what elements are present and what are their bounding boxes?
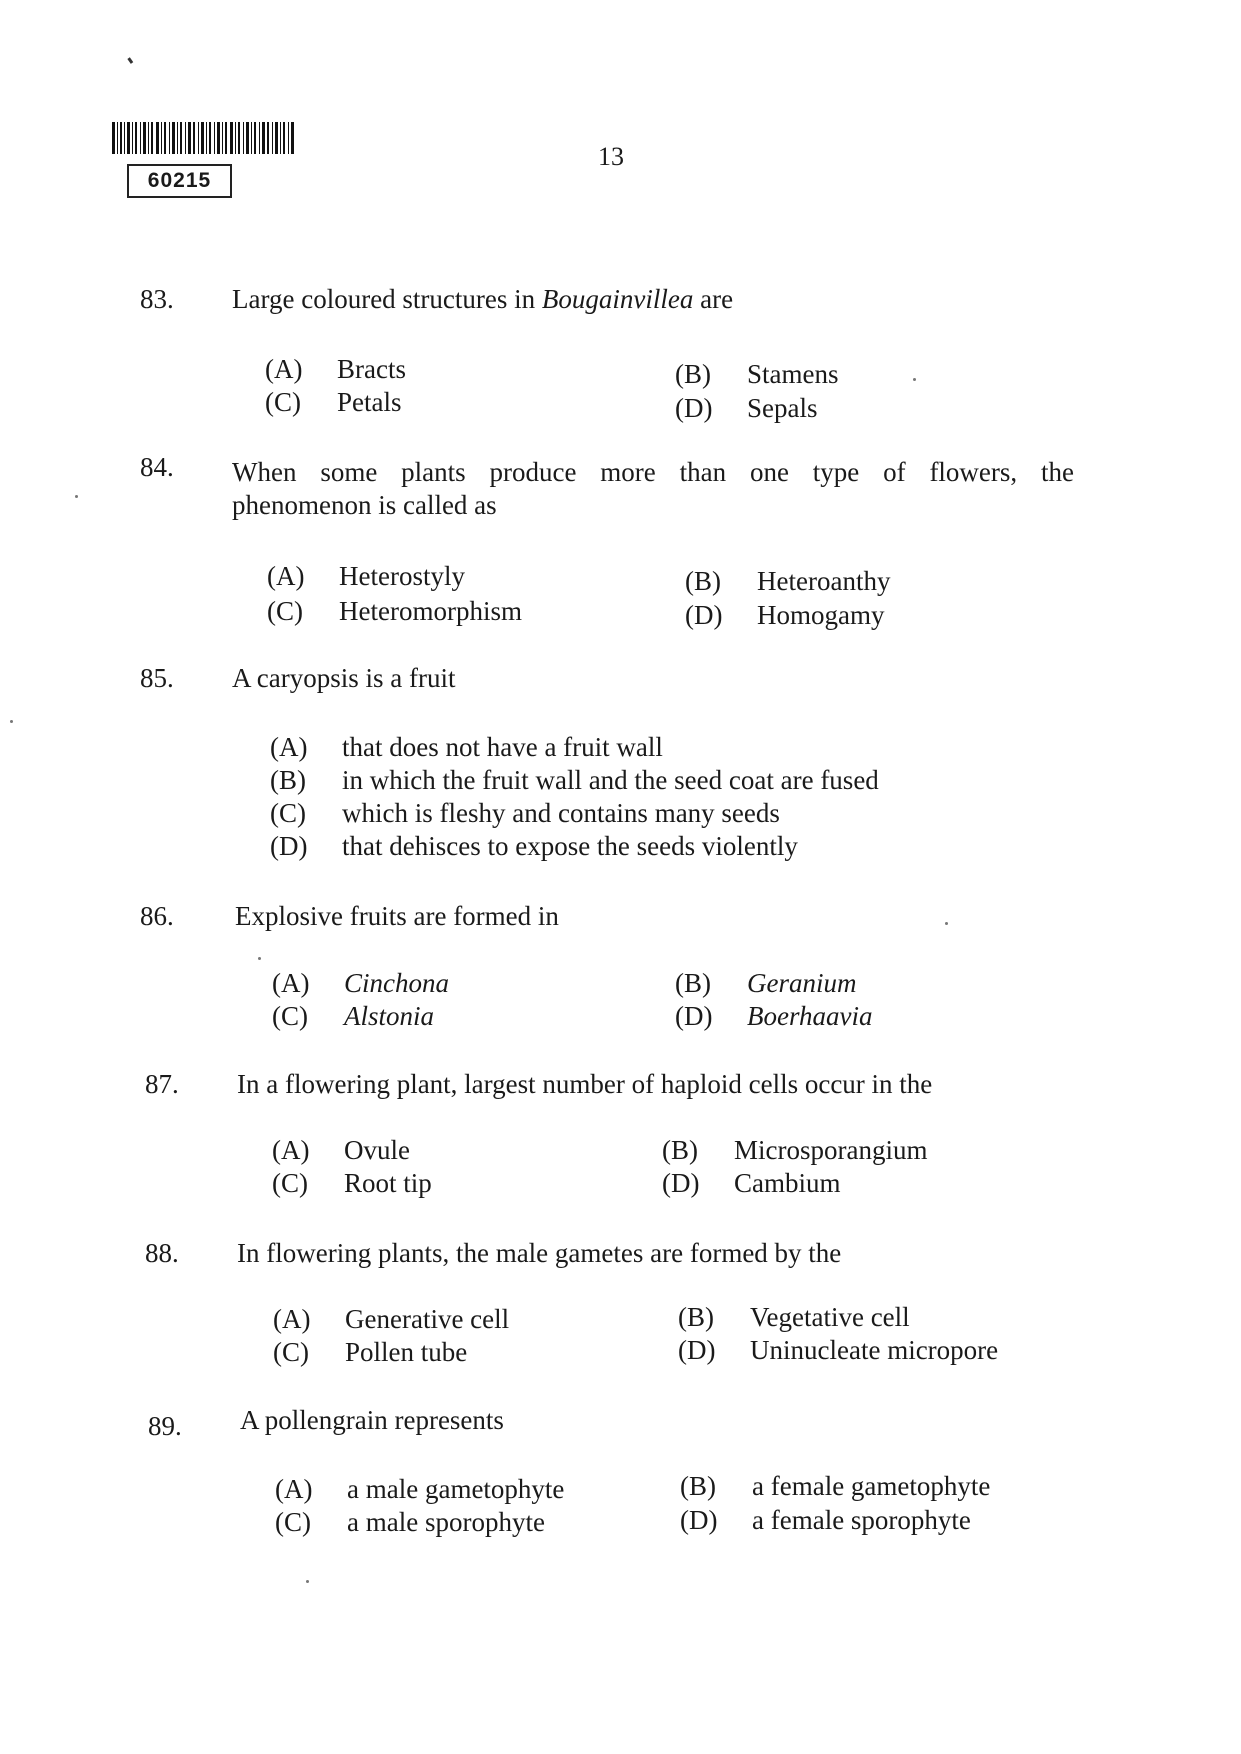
question-text: Large coloured structures in Bougainvillea are: [232, 284, 734, 314]
question-number: 84.: [140, 452, 174, 482]
option-d: (D) a female sporophyte: [680, 1505, 971, 1535]
option-a: (A) Ovule: [272, 1135, 410, 1165]
option-b: (B) Heteroanthy: [685, 566, 891, 596]
option-c: (C) Petals: [265, 387, 402, 417]
question-text-line-2: phenomenon is called as: [232, 490, 497, 520]
option-d: (D) Homogamy: [685, 600, 885, 630]
option-b: (B) Vegetative cell: [678, 1302, 910, 1332]
barcode: [112, 122, 296, 154]
option-a: (A) Heterostyly: [267, 561, 465, 591]
option-d: (D) that dehisces to expose the seeds violently: [270, 831, 798, 861]
option-d: (D) Cambium: [662, 1168, 841, 1198]
question-text: Explosive fruits are formed in: [235, 901, 559, 931]
option-b: (B) Geranium: [675, 968, 857, 998]
scan-speck: [75, 495, 78, 498]
paper-code-box: 60215: [127, 164, 232, 198]
option-a: (A) Bracts: [265, 354, 406, 384]
page-number: 13: [598, 142, 624, 171]
option-d: (D) Uninucleate micropore: [678, 1335, 999, 1365]
option-c: (C) Pollen tube: [273, 1337, 468, 1367]
question-text-line-1: When some plants produce more than one type of flowers, the: [232, 457, 1074, 487]
option-c: (C) Heteromorphism: [267, 596, 522, 626]
option-b: (B) in which the fruit wall and the seed coat are fused: [270, 765, 879, 795]
question-number: 86.: [140, 901, 174, 931]
question-number: 87.: [145, 1069, 179, 1099]
option-b: (B) Microsporangium: [662, 1135, 928, 1165]
option-a: (A) Generative cell: [273, 1304, 510, 1334]
question-text: A caryopsis is a fruit: [232, 663, 456, 693]
option-a: (A) Cinchona: [272, 968, 449, 998]
scan-speck: [10, 720, 13, 723]
option-c: (C) Alstonia: [272, 1001, 435, 1031]
question-number: 89.: [148, 1411, 182, 1441]
option-c: (C) Root tip: [272, 1168, 432, 1198]
question-text: A pollengrain represents: [240, 1405, 504, 1435]
question-number: 83.: [140, 284, 174, 314]
question-text: In a flowering plant, largest number of haploid cells occur in the: [237, 1069, 933, 1099]
scan-speck: [258, 957, 261, 960]
option-d: (D) Boerhaavia: [675, 1001, 873, 1031]
option-c: (C) which is fleshy and contains many seeds: [270, 798, 780, 828]
option-a: (A) that does not have a fruit wall: [270, 732, 663, 762]
option-d: (D) Sepals: [675, 393, 818, 423]
option-a: (A) a male gametophyte: [275, 1474, 565, 1504]
question-number: 88.: [145, 1238, 179, 1268]
scan-speck: [945, 922, 948, 925]
question-text: In flowering plants, the male gametes are formed by the: [237, 1238, 842, 1268]
pen-tick-mark: [127, 52, 140, 64]
question-number: 85.: [140, 663, 174, 693]
option-c: (C) a male sporophyte: [275, 1507, 545, 1537]
species-name: Bougainvillea: [541, 284, 694, 314]
option-b: (B) Stamens: [675, 359, 839, 389]
scan-speck: [913, 378, 916, 381]
scan-speck: [306, 1580, 309, 1583]
option-b: (B) a female gametophyte: [680, 1471, 991, 1501]
